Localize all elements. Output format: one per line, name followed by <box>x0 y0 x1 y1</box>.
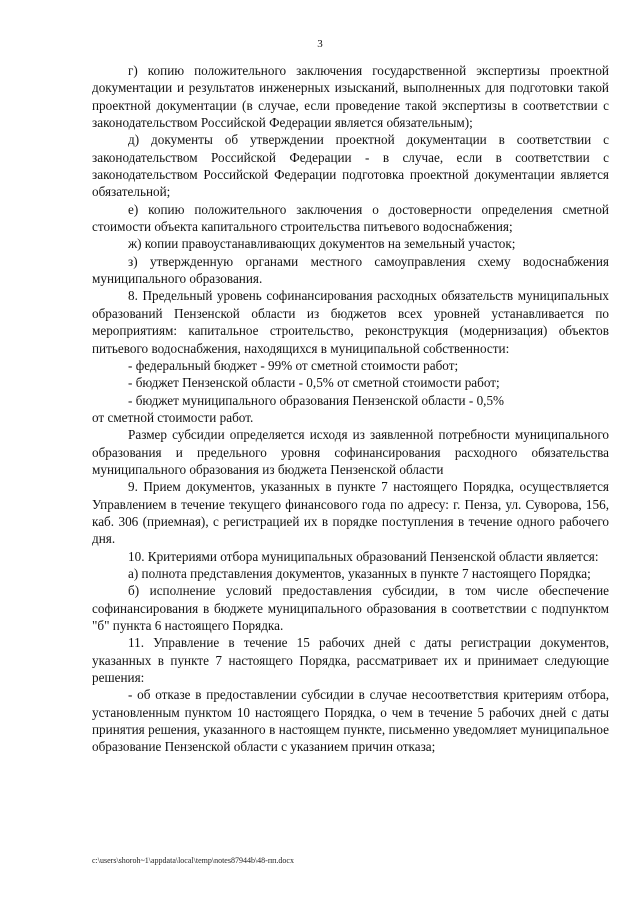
paragraph-zh: ж) копии правоустанавливающих документов на земельный участок; <box>128 236 516 252</box>
paragraph-e: е) копию положительного заключения о достоверности определения сметной стоимости объекта капитального строительства питьевого водоснабжения; <box>92 201 609 235</box>
paragraph-11: 11. Управление в течение 15 рабочих дней с даты регистрации документов, указанных в пункте 7 настоящего Порядка, рассматривает их и принимает следующие решения: <box>92 635 609 686</box>
list-item-federal-budget: - федеральный бюджет - 99% от сметной стоимости работ; <box>128 357 459 373</box>
paragraph-d: д) документы об утверждении проектной документации в соответствии с законодательством Российской Федерации - в случае, если в соответствии с законодательством Российской Федерации подготовка проектной документации является обязательной; <box>92 132 609 200</box>
paragraph-refusal: - об отказе в предоставлении субсидии в случае несоответствия критериям отбора, установленным пунктом 10 настоящего Порядка, о чем в течение 5 рабочих дней с даты принятия решения, указанного в настоящем пункте, письменно уведомляет муниципальное образование Пензенской области с указанием причин отказа; <box>92 687 609 755</box>
paragraph-subsidy-size: Размер субсидии определяется исходя из заявленной потребности муниципального образования и предельного уровня софинансирования расходного обязательства муниципального образования из бюджета Пензенской области <box>92 427 609 477</box>
page-number: 3 <box>317 38 323 50</box>
list-item-municipal-budget-continued: от сметной стоимости работ. <box>92 409 254 425</box>
document-body <box>92 62 609 756</box>
paragraph-z: з) утвержденную органами местного самоуправления схему водоснабжения муниципального образования. <box>92 253 609 287</box>
footer-file-path: c:\users\shoroh~1\appdata\local\temp\notes87944b\48-пп.docx <box>92 856 294 865</box>
list-item-regional-budget: - бюджет Пензенской области - 0,5% от сметной стоимости работ; <box>128 375 500 391</box>
paragraph-8: 8. Предельный уровень софинансирования расходных обязательств муниципальных образований Пензенской области из бюджетов всех уровней устанавливается по мероприятиям: капитальное строительство, реконструкция (модернизация) объектов питьевого водоснабжения, находящихся в муниципальной собственности: <box>92 288 609 356</box>
paragraph-9: 9. Прием документов, указанных в пункте 7 настоящего Порядка, осуществляется Управлением в течение текущего финансового года по адресу: г. Пенза, ул. Суворова, 156, каб. 306 (приемная), с регистрацией их в порядке поступления в течение одного рабочего дня. <box>92 479 609 547</box>
list-item-municipal-budget: - бюджет муниципального образования Пензенской области - 0,5% <box>128 392 505 408</box>
paragraph-a: а) полнота представления документов, указанных в пункте 7 настоящего Порядка; <box>128 565 591 581</box>
paragraph-b: б) исполнение условий предоставления субсидии, в том числе обеспечение софинансирования в бюджете муниципального образования в соответствии с подпунктом "б" пункта 6 настоящего Порядка. <box>92 583 609 633</box>
paragraph-10: 10. Критериями отбора муниципальных образований Пензенской области является: <box>128 548 599 564</box>
paragraph-g: г) копию положительного заключения государственной экспертизы проектной документации и результатов инженерных изысканий, выполненных для подготовки такой проектной документации (в случае, если проведение такой экспертизы в соответствии с законодательством Российской Федерации является обязательным); <box>92 63 609 131</box>
